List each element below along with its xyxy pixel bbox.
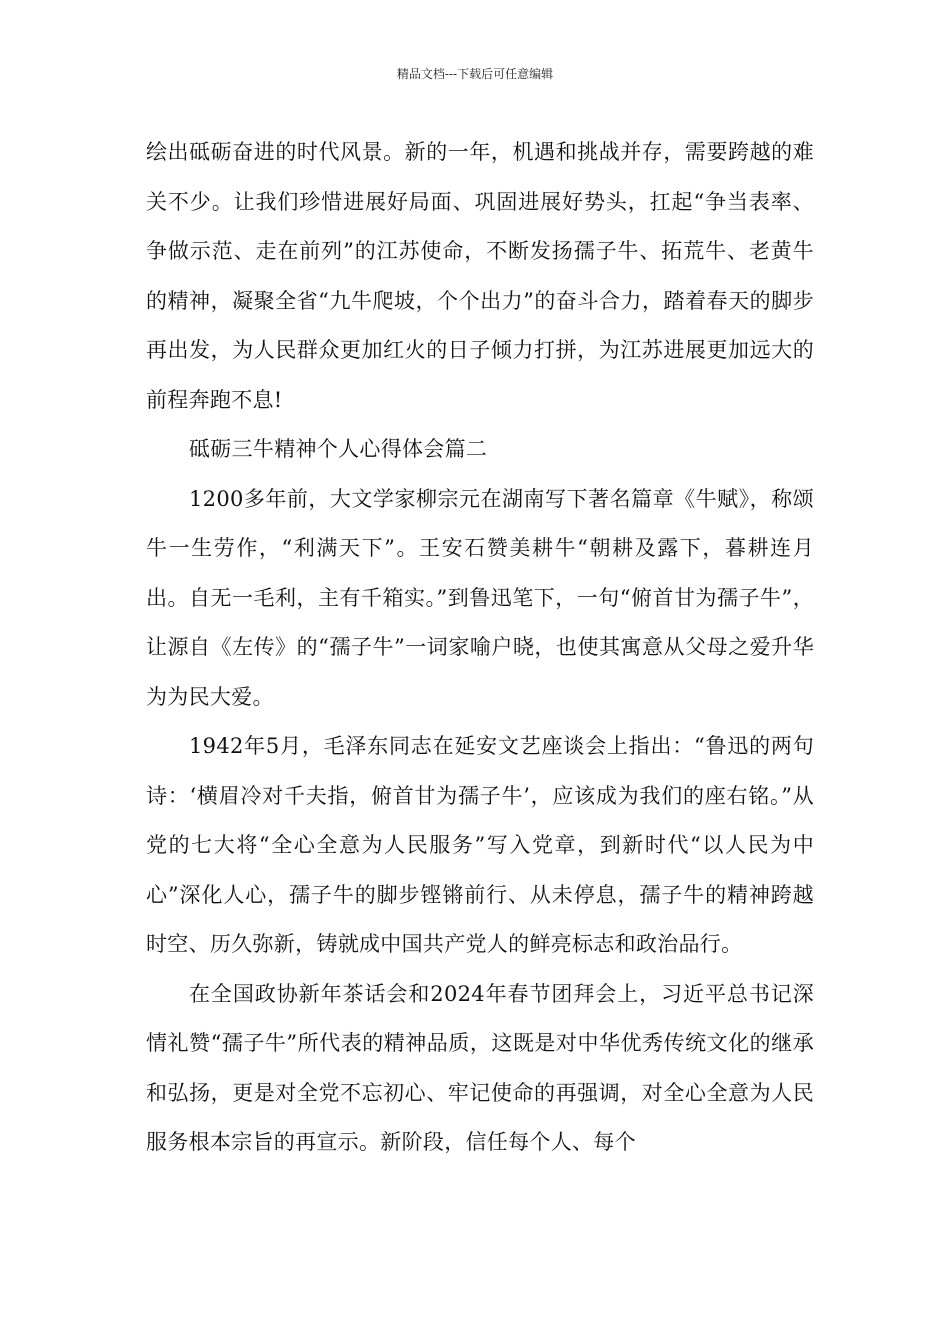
document-body — [146, 128, 814, 1168]
paragraph-continuation: 绘出砥砺奋进的时代风景。新的一年，机遇和挑战并存，需要跨越的难关不少。让我们珍惜进展好局面、巩固进展好势头，扛起“争当表率、争做示范、走在前列”的江苏使命，不断发扬孺子牛、拓荒牛、老黄牛的精神，凝聚全省“九牛爬坡，个个出力”的奋斗合力，踏着春天的脚步再出发，为人民群众更加红火的日子倾力打拼，为江苏进展更加远大的前程奔跑不息! — [146, 140, 814, 412]
paragraph-tea-party: 在全国政协新年茶话会和2024年春节团拜会上，习近平总书记深情礼赞“孺子牛”所代表的精神品质，这既是对中华优秀传统文化的继承和弘扬，更是对全党不忘初心、牢记使命的再强调，对全心全意为人民服务根本宗旨的再宣示。新阶段，信任每个人、每个 — [146, 981, 814, 1154]
paragraph-1942: 1942年5月，毛泽东同志在延安文艺座谈会上指出：“鲁迅的两句诗：‘横眉冷对千夫指，俯首甘为孺子牛’，应该成为我们的座右铭。”从党的七大将“全心全意为人民服务”写入党章，到新时代“以人民为中心”深化人心，孺子牛的脚步铿锵前行、从未停息，孺子牛的精神跨越时空、历久弥新，铸就成中国共产党人的鲜亮标志和政治品行。 — [146, 734, 814, 956]
page-header: 精品文档---下载后可任意编辑 — [396, 67, 554, 81]
section-heading: 砥砺三牛精神个人心得体会篇二 — [189, 437, 488, 461]
paragraph-liu-zongyuan: 1200多年前，大文学家柳宗元在湖南写下著名篇章《牛赋》，称颂牛一生劳作，“利满天下”。王安石赞美耕牛“朝耕及露下，暮耕连月出。自无一毛利，主有千箱实。”到鲁迅笔下，一句“俯首甘为孺子牛”，让源自《左传》的“孺子牛”一词家喻户晓，也使其寓意从父母之爱升华为为民大爱。 — [146, 486, 814, 709]
